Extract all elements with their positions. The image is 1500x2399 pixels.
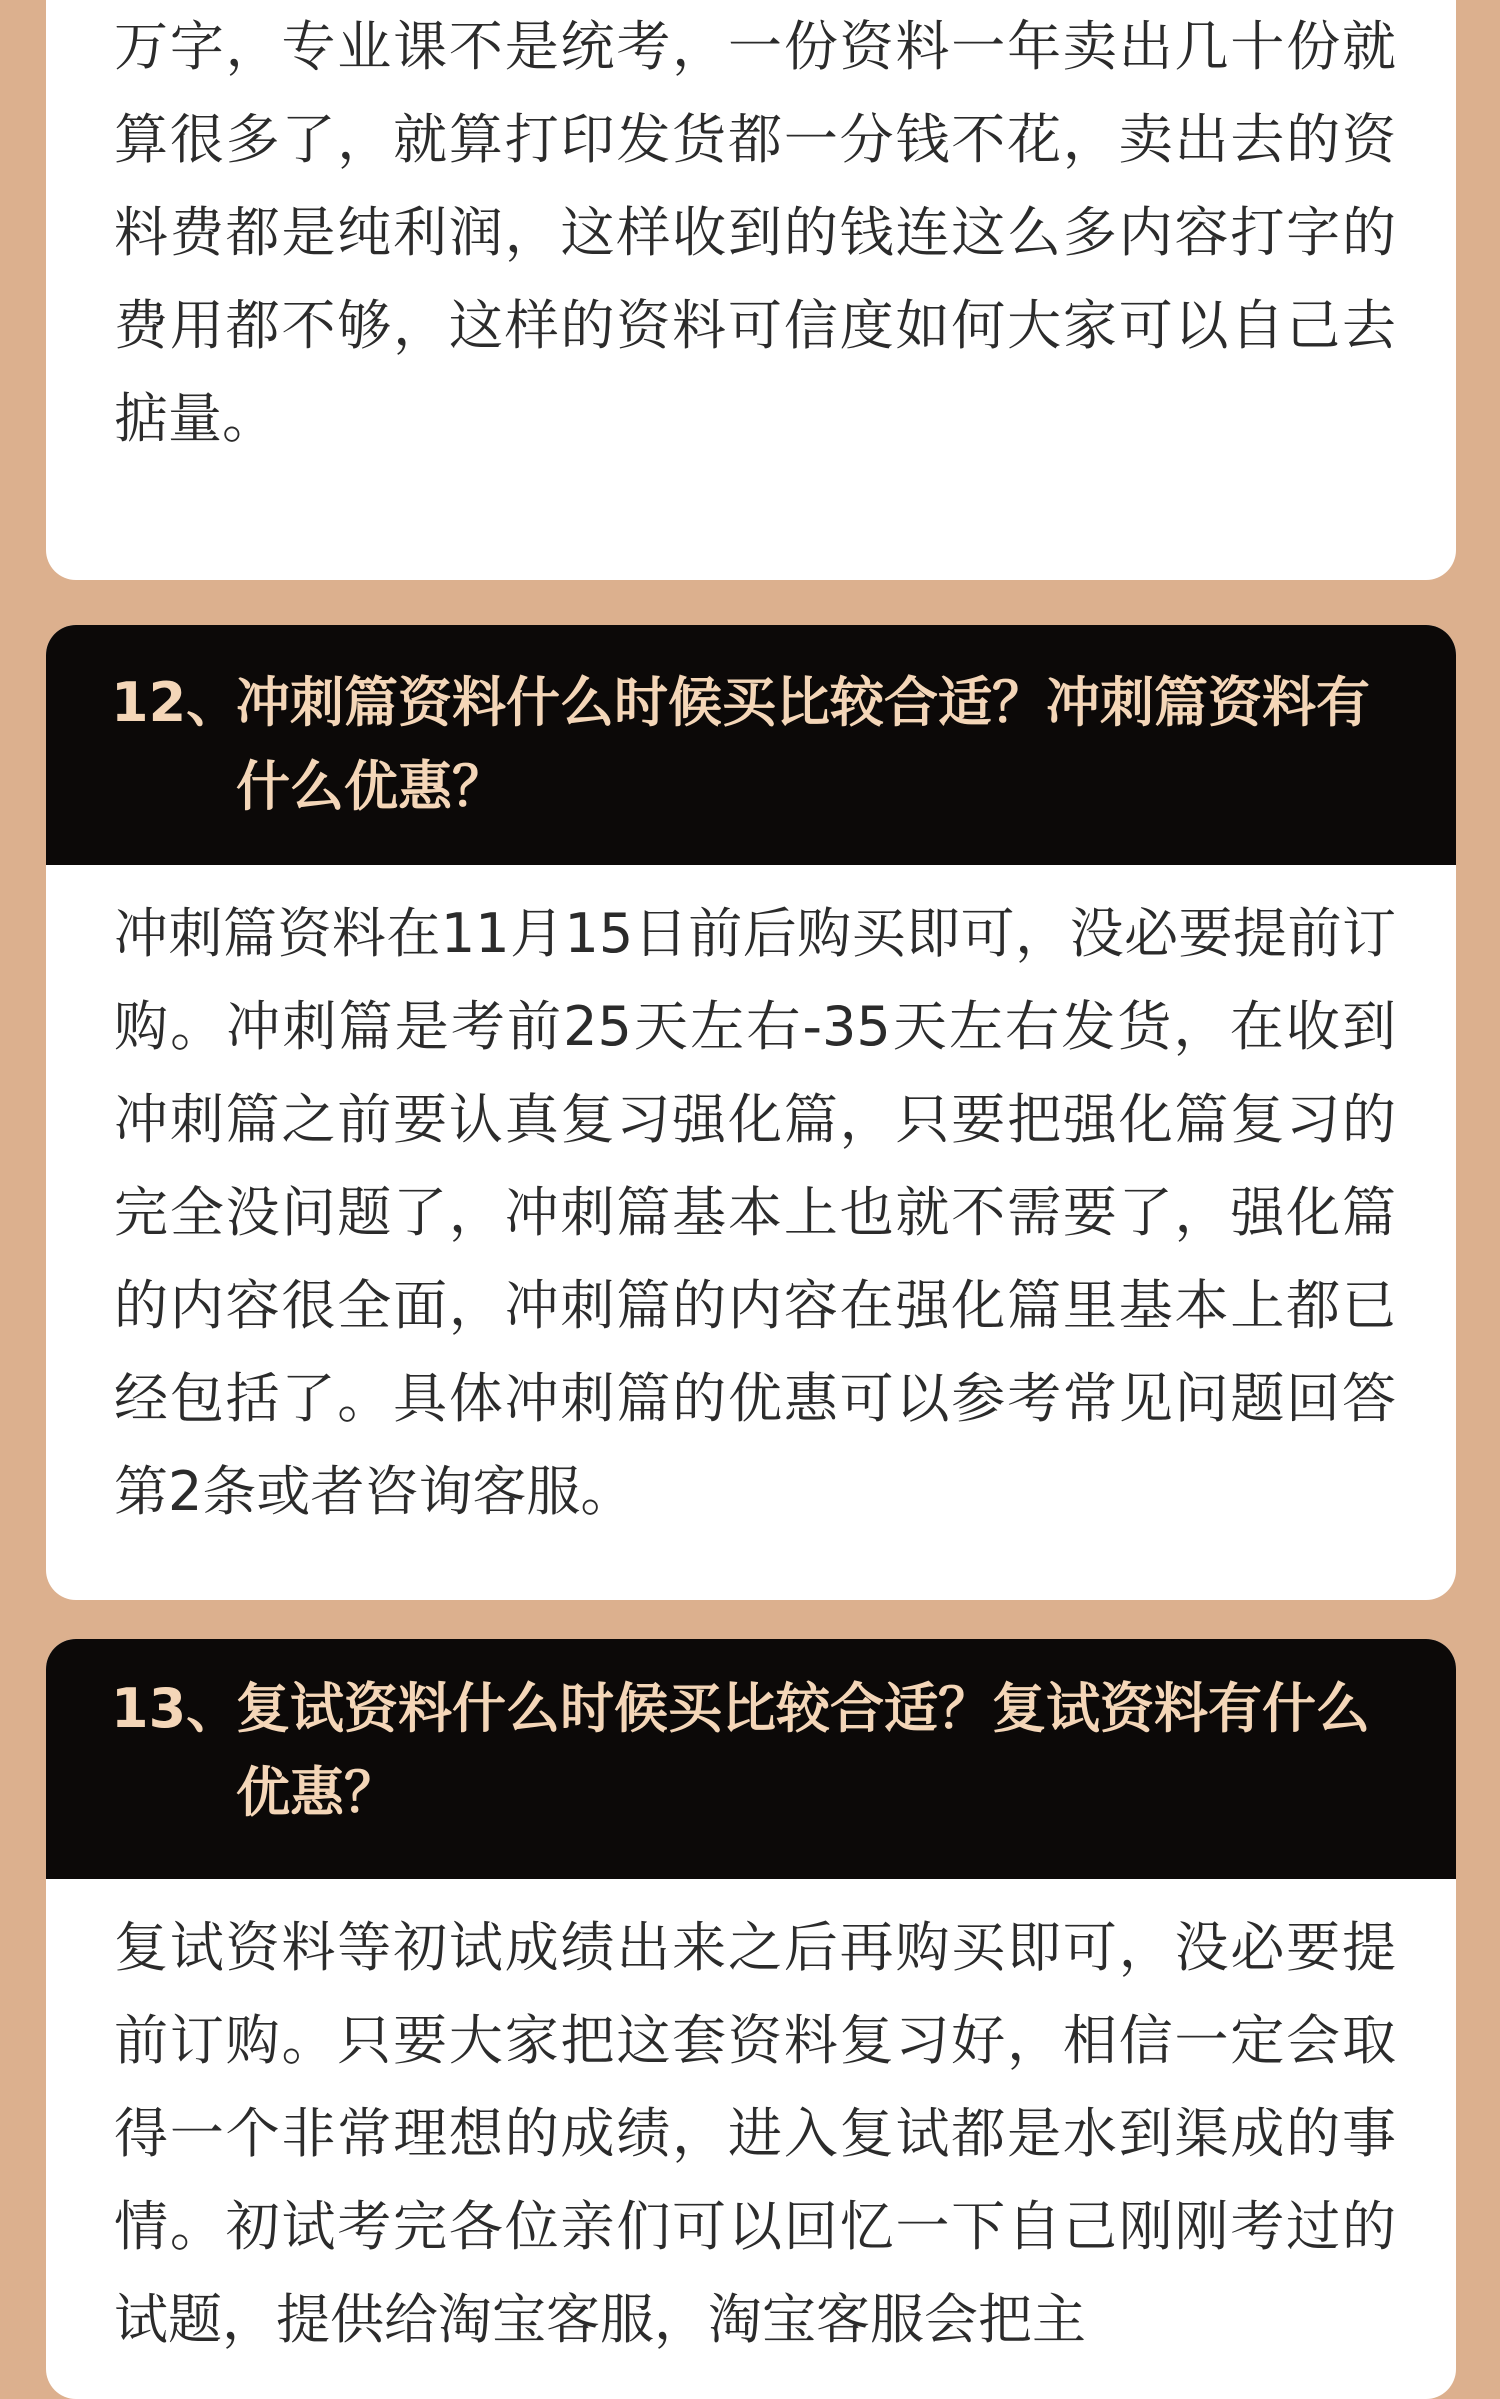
faq-card-13	[46, 1639, 1456, 2399]
faq-question-12	[46, 625, 1456, 865]
faq-answer-13: 复试资料等初试成绩出来之后再购买即可，没必要提前订购。只要大家把这套资料复习好，相信一定会取得一个非常理想的成绩，进入复试都是水到渠成的事情。初试考完各位亲们可以回忆一下自己刚刚考过的试题，提供给淘宝客服，淘宝客服会把主	[114, 1916, 1396, 2351]
faq-question-text-12: 冲刺篇资料什么时候买比较合适？冲刺篇资料有什么优惠？	[236, 671, 1370, 818]
faq-number-12: 12、	[111, 671, 241, 734]
faq-question-13	[46, 1639, 1456, 1879]
faq-number-13: 13、	[111, 1677, 241, 1740]
faq-answer-11: 万字，专业课不是统考，一份资料一年卖出几十份就算很多了，就算打印发货都一分钱不花，卖出去的资料费都是纯利润，这样收到的钱连这么多内容打字的费用都不够，这样的资料可信度如何大家可以自己去掂量。	[114, 15, 1396, 450]
faq-card-11	[46, 0, 1456, 580]
faq-answer-12: 冲刺篇资料在11月15日前后购买即可，没必要提前订购。冲刺篇是考前25天左右-35天左右发货，在收到冲刺篇之前要认真复习强化篇，只要把强化篇复习的完全没问题了，冲刺篇基本上也就不需要了，强化篇的内容很全面，冲刺篇的内容在强化篇里基本上都已经包括了。具体冲刺篇的优惠可以参考常见问题回答第2条或者咨询客服。	[114, 902, 1396, 1523]
faq-card-12	[46, 625, 1456, 1600]
faq-question-text-13: 复试资料什么时候买比较合适？复试资料有什么优惠？	[236, 1677, 1370, 1824]
